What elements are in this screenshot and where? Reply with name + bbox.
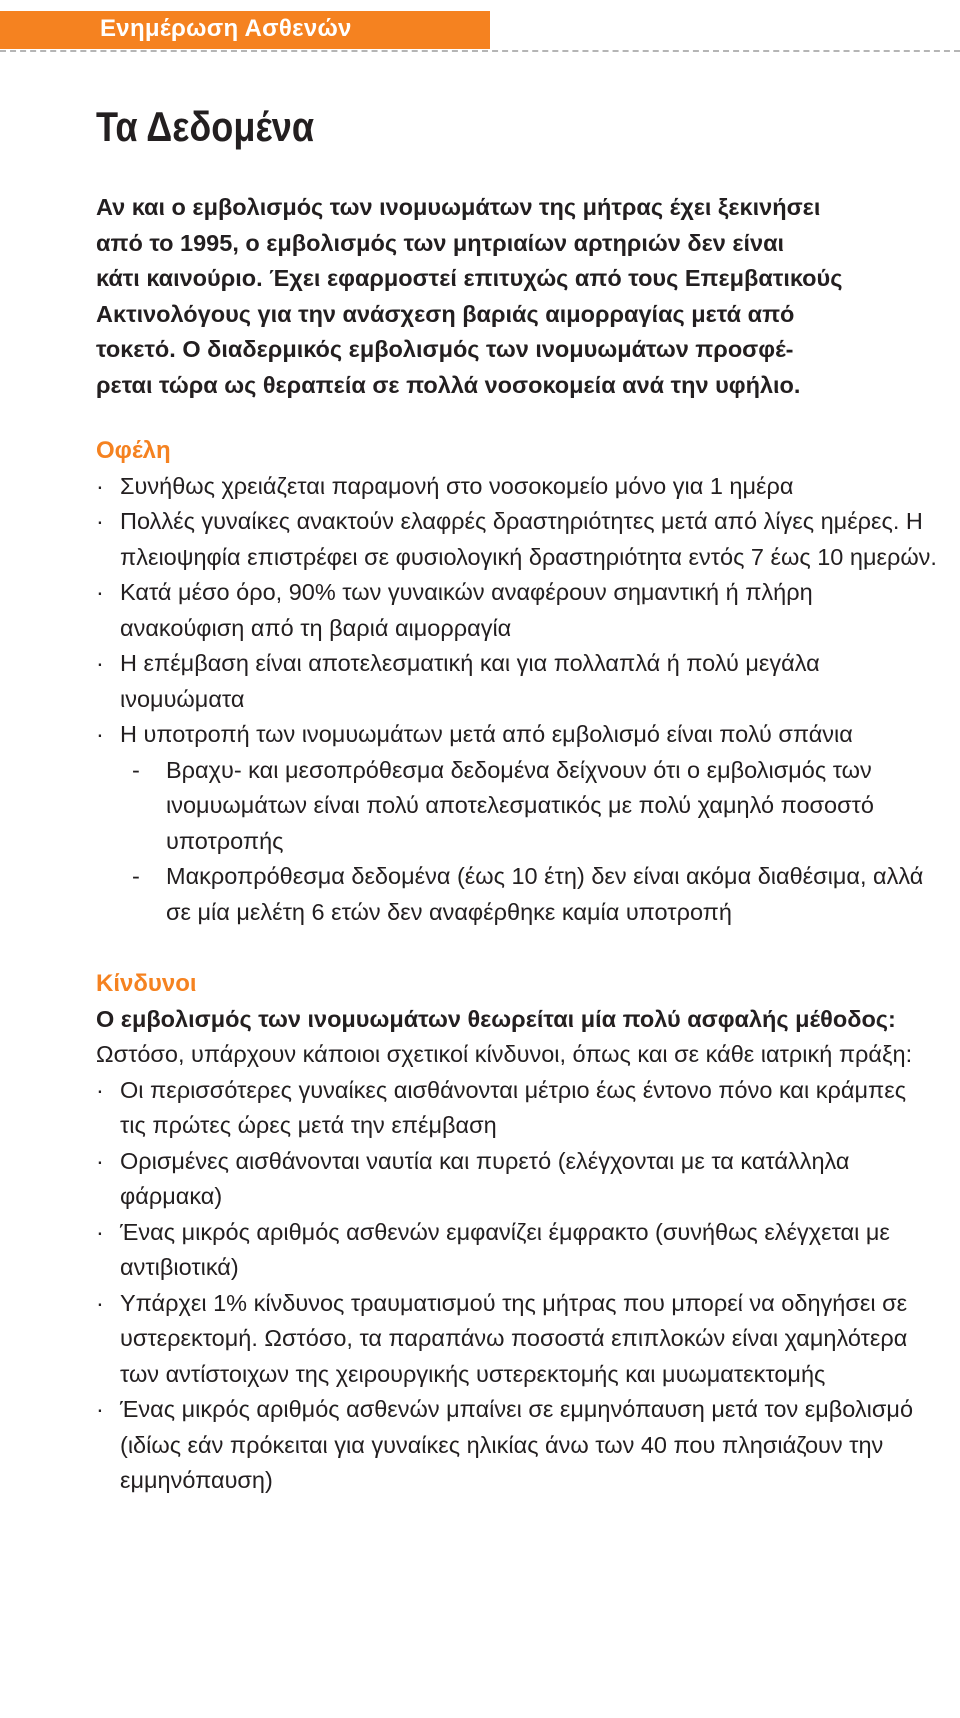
page-title: Τα Δεδομένα bbox=[96, 103, 315, 150]
intro-line: από το 1995, ο εμβολισμός των μητριαίων αρτηριών δεν είναι bbox=[96, 229, 785, 256]
intro-paragraph bbox=[96, 190, 938, 403]
dash-marker: - bbox=[132, 863, 140, 889]
bullet-marker: · bbox=[96, 1289, 104, 1316]
risk-item bbox=[96, 1392, 938, 1499]
intro-line: τοκετό. Ο διαδερμικός εμβολισμός των ινομυωμάτων προσφέ- bbox=[96, 336, 794, 362]
risk-item bbox=[96, 1073, 938, 1144]
dash-marker: - bbox=[132, 756, 140, 783]
benefit-text: Κατά μέσο όρο, 90% των γυναικών αναφέρουν σημαντική ή πλήρη ανακούφιση από τη βαριά αιμορραγία bbox=[120, 579, 813, 641]
bullet-marker: · bbox=[96, 1218, 104, 1245]
risk-text: Ένας μικρός αριθμός ασθενών μπαίνει σε εμμηνόπαυση μετά τον εμβολισμό (ιδίως εάν πρόκειται για γυναίκες ηλικίας άνω των 40 που πλησιάζουν την εμμηνόπαυση) bbox=[120, 1396, 914, 1493]
risk-text: Οι περισσότερες γυναίκες αισθάνονται μέτριο έως έντονο πόνο και κράμπες τις πρώτες ώρες μετά την επέμβαση bbox=[120, 1076, 907, 1138]
benefit-subitem-text: Μακροπρόθεσμα δεδομένα (έως 10 έτη) δεν είναι ακόμα διαθέσιμα, αλλά σε μία μελέτη 6 ετών δεν αναφέρθηκε καμία υποτροπή bbox=[166, 863, 924, 925]
benefit-item bbox=[96, 504, 938, 575]
bullet-marker: · bbox=[96, 1147, 104, 1174]
benefits-heading: Οφέλη bbox=[96, 437, 171, 464]
header-label: Ενημέρωση Ασθενών bbox=[100, 15, 352, 42]
bullet-marker: · bbox=[96, 650, 104, 676]
risks-list bbox=[96, 1073, 938, 1499]
bullet-marker: · bbox=[96, 1076, 104, 1103]
benefit-item bbox=[96, 469, 938, 505]
bullet-marker: · bbox=[96, 508, 104, 534]
benefit-text: Πολλές γυναίκες ανακτούν ελαφρές δραστηριότητες μετά από λίγες ημέρες. Η πλειοψηφία επιστρέφει σε φυσιολογική δραστηριότητα εντός 7 έως 10 ημερών. bbox=[120, 508, 937, 570]
benefits-list bbox=[96, 469, 938, 753]
risks-heading: Κίνδυνοι bbox=[96, 970, 197, 997]
intro-line: Αν και ο εμβολισμός των ινομυωμάτων της μήτρας έχει ξεκινήσει bbox=[96, 194, 821, 220]
header-divider bbox=[0, 50, 960, 52]
bullet-marker: · bbox=[96, 1396, 104, 1422]
benefit-subitem bbox=[132, 859, 938, 930]
benefit-text: Η επέμβαση είναι αποτελεσματική και για πολλαπλά ή πολύ μεγάλα ινομυώματα bbox=[120, 650, 820, 712]
benefit-text: Συνήθως χρειάζεται παραμονή στο νοσοκομείο μόνο για 1 ημέρα bbox=[120, 472, 794, 499]
risk-item bbox=[96, 1215, 938, 1286]
intro-line: ρεται τώρα ως θεραπεία σε πολλά νοσοκομεία ανά την υφήλιο. bbox=[96, 371, 801, 398]
bullet-marker: · bbox=[96, 472, 104, 499]
benefit-item bbox=[96, 646, 938, 717]
benefits-sublist bbox=[96, 753, 938, 931]
benefit-item bbox=[96, 575, 938, 646]
risk-item bbox=[96, 1144, 938, 1215]
risk-item bbox=[96, 1286, 938, 1393]
risks-lead: Ο εμβολισμός των ινομυωμάτων θεωρείται μία πολύ ασφαλής μέθοδος: bbox=[96, 1005, 896, 1032]
main-content bbox=[96, 190, 938, 1499]
benefit-subitem-text: Βραχυ- και μεσοπρόθεσμα δεδομένα δείχνουν ότι ο εμβολισμός των ινομυωμάτων είναι πολύ αποτελεσματικός με πολύ χαμηλό ποσοστό υποτροπής bbox=[166, 756, 874, 854]
benefit-subitem bbox=[132, 753, 938, 860]
benefit-text: Η υποτροπή των ινομυωμάτων μετά από εμβολισμό είναι πολύ σπάνια bbox=[120, 721, 853, 747]
intro-line: Ακτινολόγους για την ανάσχεση βαριάς αιμορραγίας μετά από bbox=[96, 300, 795, 327]
risk-text: Ένας μικρός αριθμός ασθενών εμφανίζει έμφρακτο (συνήθως ελέγχεται με αντιβιοτικά) bbox=[120, 1218, 890, 1280]
intro-line: κάτι καινούριο. Έχει εφαρμοστεί επιτυχώς από τους Επεμβατικούς bbox=[96, 265, 843, 291]
bullet-marker: · bbox=[96, 579, 104, 605]
risks-intro: Ωστόσο, υπάρχουν κάποιοι σχετικοί κίνδυνοι, όπως και σε κάθε ιατρική πράξη: bbox=[96, 1041, 913, 1067]
bullet-marker: · bbox=[96, 721, 104, 747]
benefit-item bbox=[96, 717, 938, 753]
risk-text: Ορισμένες αισθάνονται ναυτία και πυρετό (ελέγχονται με τα κατάλληλα φάρμακα) bbox=[120, 1147, 850, 1209]
risk-text: Υπάρχει 1% κίνδυνος τραυματισμού της μήτρας που μπορεί να οδηγήσει σε υστερεκτομή. Ωστόσο, τα παραπάνω ποσοστά επιπλοκών είναι χαμηλότερα των αντίστοιχων της χειρουργικής υστερεκτομής και μυωματεκτομής bbox=[120, 1289, 908, 1387]
